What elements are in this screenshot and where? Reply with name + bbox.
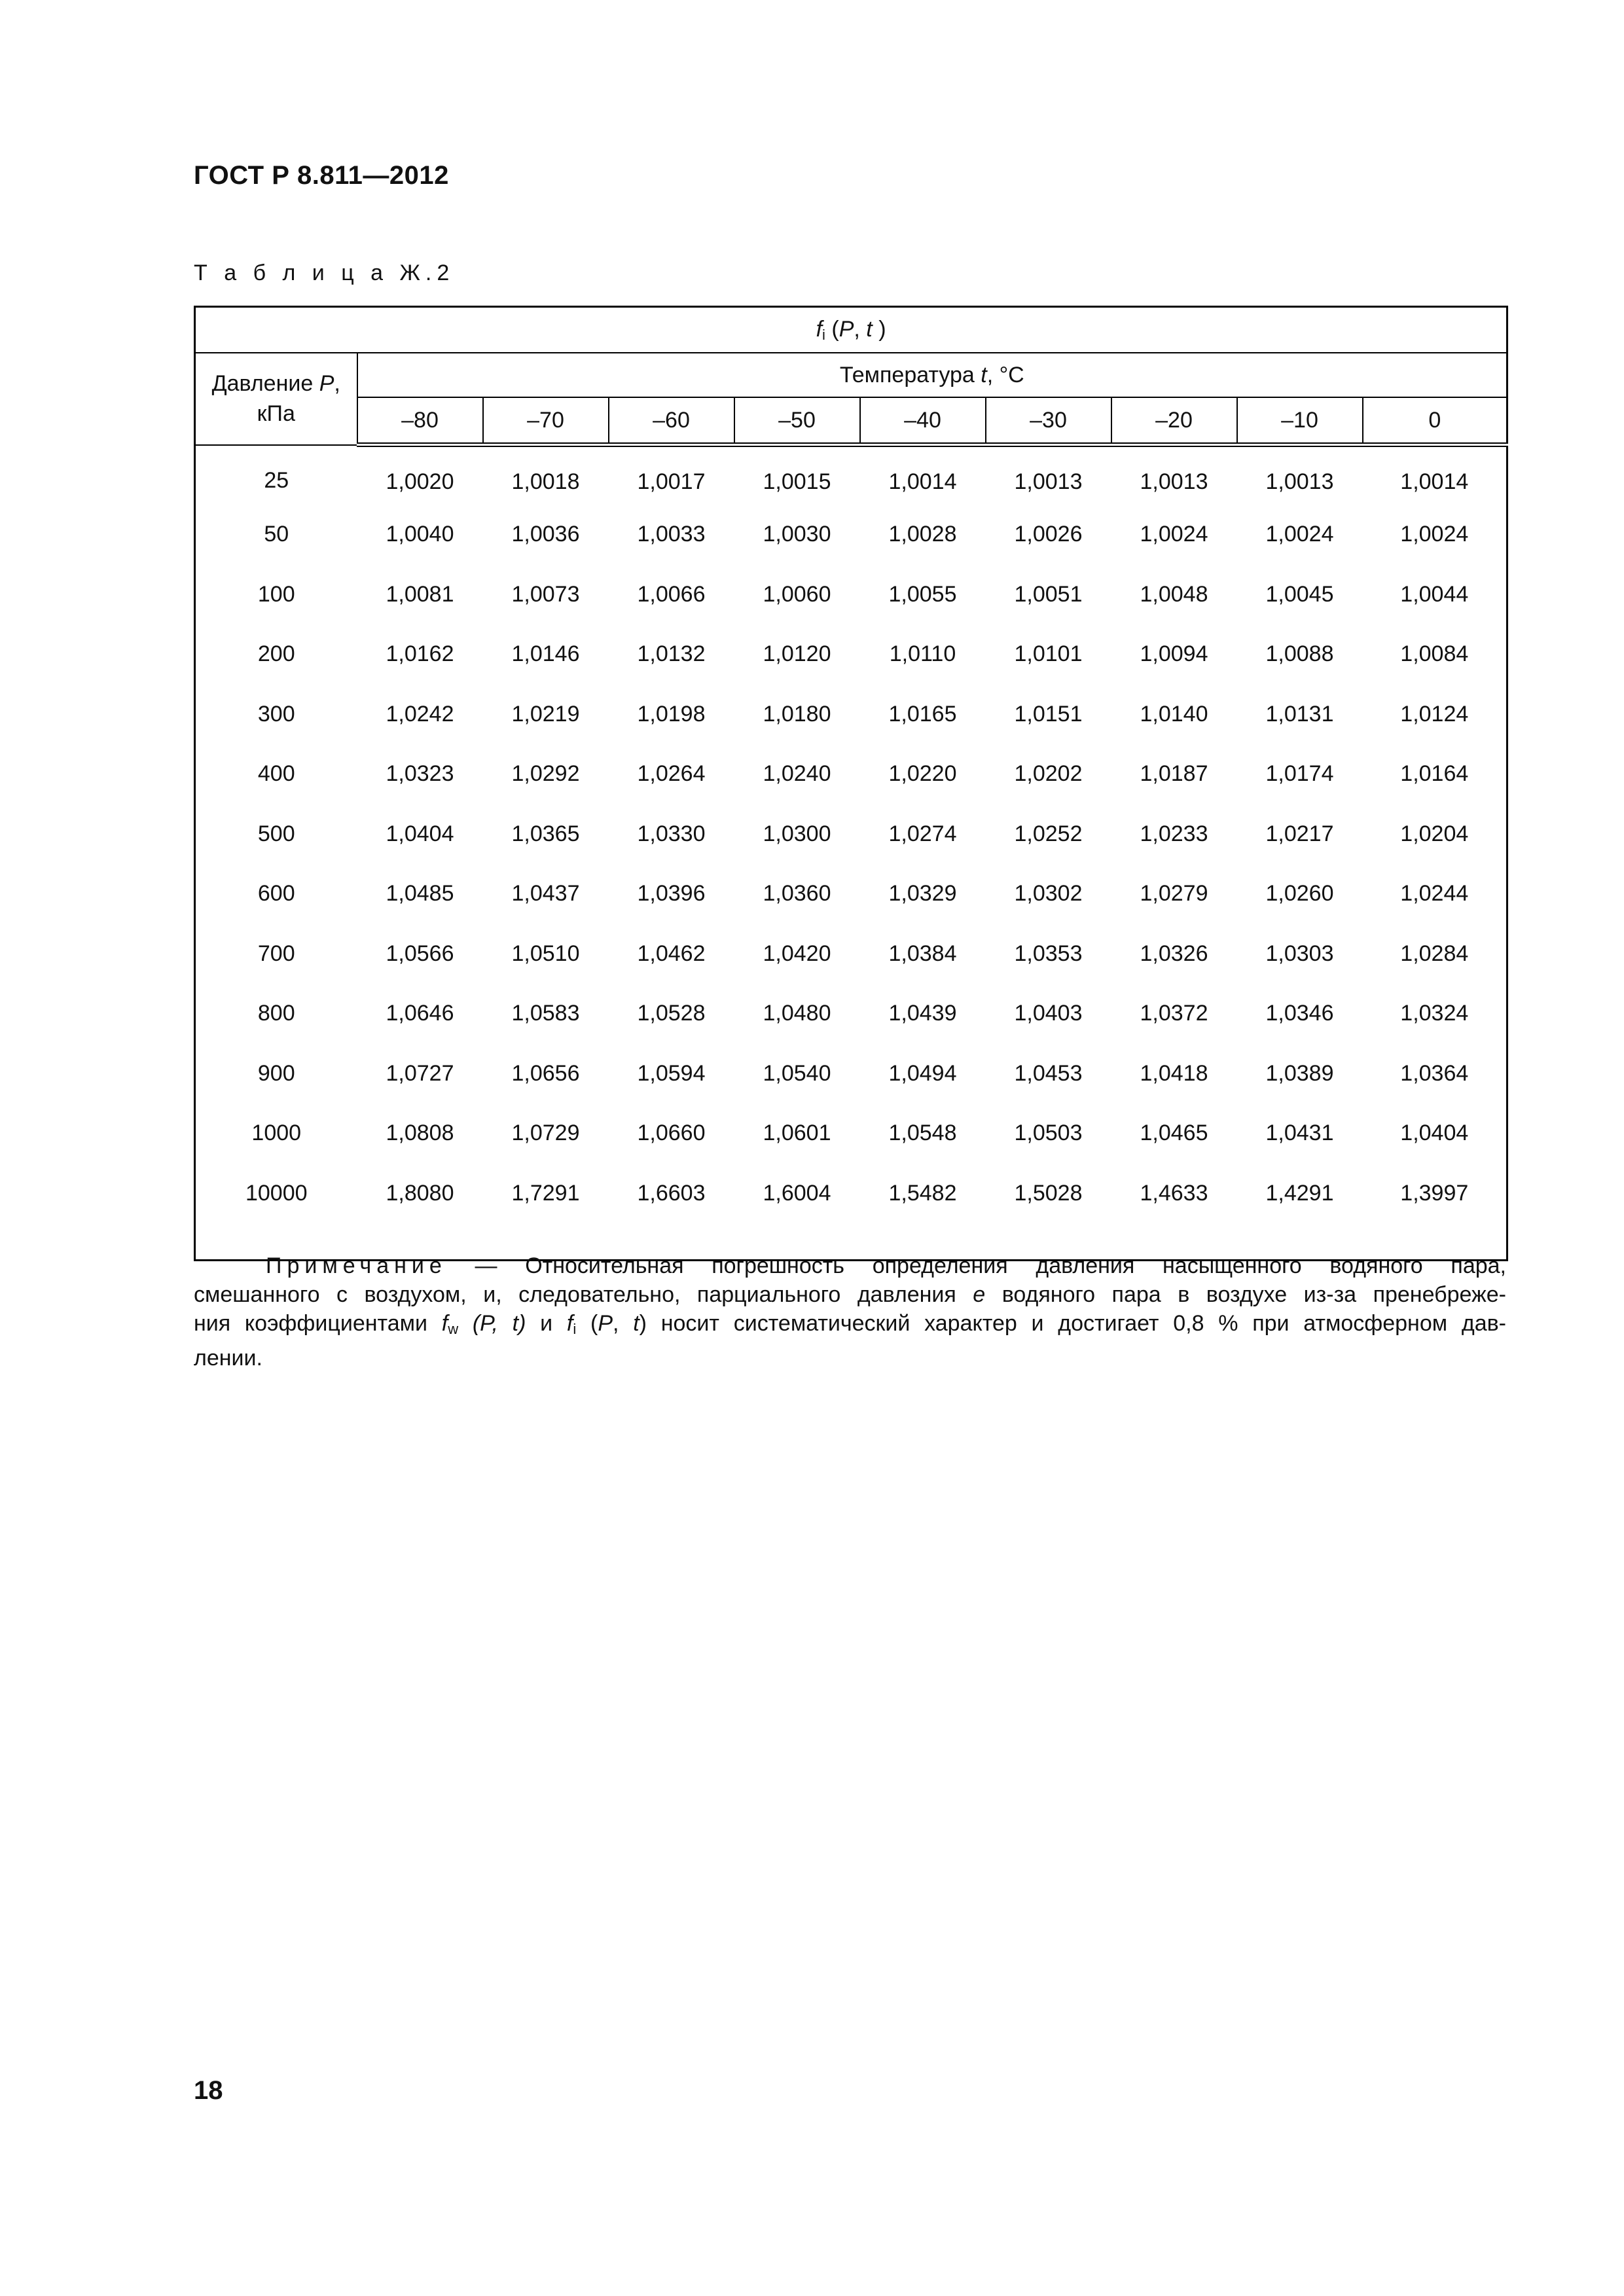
value-cell: 1,0431	[1265, 1121, 1334, 1146]
note-label: Примечание	[266, 1253, 447, 1278]
value-cell: 1,0101	[1014, 641, 1083, 667]
pressure-cell: 100	[257, 581, 295, 607]
value-cell: 1,0014	[1400, 469, 1469, 494]
function-header: $f_i$ (P, t )	[195, 307, 1507, 353]
value-cell: 1,0292	[511, 761, 580, 787]
value-cell: 1,0365	[511, 821, 580, 846]
coefficient-table	[194, 306, 1508, 1261]
value-cell: 1,0024	[1400, 522, 1469, 547]
value-cell: 1,8080	[386, 1180, 454, 1206]
value-cell: 1,0528	[637, 1001, 706, 1026]
value-cell: 1,6004	[763, 1180, 831, 1206]
value-cell: 1,0646	[386, 1001, 454, 1026]
value-cell: 1,0094	[1140, 641, 1208, 667]
table-row	[195, 624, 1507, 685]
value-cell: 1,0045	[1265, 581, 1334, 607]
value-cell: 1,0151	[1014, 701, 1083, 726]
value-cell: 1,0453	[1014, 1060, 1083, 1086]
value-cell: 1,0081	[386, 581, 454, 607]
value-cell: 1,0162	[386, 641, 454, 667]
value-cell: 1,0808	[386, 1121, 454, 1146]
value-cell: 1,0494	[888, 1060, 957, 1086]
value-cell: 1,0202	[1014, 761, 1083, 787]
value-cell: 1,0264	[637, 761, 706, 787]
value-cell: 1,0066	[637, 581, 706, 607]
value-cell: 1,0594	[637, 1060, 706, 1086]
value-cell: 1,0284	[1400, 941, 1469, 966]
pressure-cell: 700	[257, 941, 295, 966]
note-line-4: лении.	[194, 1346, 262, 1371]
value-cell: 1,7291	[511, 1180, 580, 1206]
value-cell: 1,0013	[1265, 469, 1334, 494]
value-cell: 1,0165	[888, 701, 957, 726]
table-row	[195, 445, 1507, 505]
table-row	[195, 1164, 1507, 1261]
table-row	[195, 864, 1507, 924]
value-cell: 1,0729	[511, 1121, 580, 1146]
pressure-cell: 1000	[251, 1121, 302, 1146]
value-cell: 1,0503	[1014, 1121, 1083, 1146]
value-cell: 1,4291	[1265, 1180, 1334, 1206]
value-cell: 1,0439	[888, 1001, 957, 1026]
value-cell: 1,0389	[1265, 1060, 1334, 1086]
value-cell: 1,0084	[1400, 641, 1469, 667]
temperature-header: Температура t, °С	[357, 353, 1507, 397]
table-note	[194, 1251, 1506, 1372]
pressure-cell: 50	[264, 522, 289, 547]
value-cell: 1,0217	[1265, 821, 1334, 846]
value-cell: 1,0346	[1265, 1001, 1334, 1026]
table-caption: Т а б л и ц а Ж.2	[194, 260, 455, 285]
value-cell: 1,0566	[386, 941, 454, 966]
temperature-column-header: –30	[986, 397, 1111, 445]
value-cell: 1,0204	[1400, 821, 1469, 846]
value-cell: 1,0030	[763, 522, 831, 547]
value-cell: 1,0240	[763, 761, 831, 787]
value-cell: 1,0020	[386, 469, 454, 494]
value-cell: 1,0040	[386, 522, 454, 547]
value-cell: 1,0013	[1014, 469, 1083, 494]
pressure-cell: 10000	[245, 1180, 308, 1206]
value-cell: 1,0180	[763, 701, 831, 726]
pressure-cell: 300	[257, 701, 295, 726]
value-cell: 1,0018	[511, 469, 580, 494]
value-cell: 1,0329	[888, 881, 957, 906]
value-cell: 1,0242	[386, 701, 454, 726]
value-cell: 1,0384	[888, 941, 957, 966]
value-cell: 1,3997	[1400, 1180, 1469, 1206]
value-cell: 1,0244	[1400, 881, 1469, 906]
value-cell: 1,0198	[637, 701, 706, 726]
value-cell: 1,0131	[1265, 701, 1334, 726]
temperature-column-header: –40	[860, 397, 986, 445]
value-cell: 1,0360	[763, 881, 831, 906]
value-cell: 1,0073	[511, 581, 580, 607]
value-cell: 1,0028	[888, 522, 957, 547]
value-cell: 1,0014	[888, 469, 957, 494]
value-cell: 1,0233	[1140, 821, 1208, 846]
temperature-column-header: –70	[483, 397, 609, 445]
value-cell: 1,0146	[511, 641, 580, 667]
value-cell: 1,0026	[1014, 522, 1083, 547]
pressure-cell: 200	[257, 641, 295, 667]
value-cell: 1,0024	[1140, 522, 1208, 547]
value-cell: 1,0480	[763, 1001, 831, 1026]
value-cell: 1,0017	[637, 469, 706, 494]
value-cell: 1,0187	[1140, 761, 1208, 787]
value-cell: 1,0164	[1400, 761, 1469, 787]
value-cell: 1,5028	[1014, 1180, 1083, 1206]
value-cell: 1,0583	[511, 1001, 580, 1026]
table-row	[195, 1103, 1507, 1164]
value-cell: 1,0437	[511, 881, 580, 906]
table-row	[195, 505, 1507, 565]
value-cell: 1,0396	[637, 881, 706, 906]
value-cell: 1,0110	[889, 641, 956, 667]
table-row	[195, 744, 1507, 804]
table-container	[194, 306, 1506, 1261]
value-cell: 1,0420	[763, 941, 831, 966]
temperature-column-header: –10	[1237, 397, 1363, 445]
value-cell: 1,0364	[1400, 1060, 1469, 1086]
pressure-cell: 600	[257, 881, 295, 906]
pressure-cell: 500	[257, 821, 295, 846]
value-cell: 1,0330	[637, 821, 706, 846]
value-cell: 1,0140	[1140, 701, 1208, 726]
page-number: 18	[194, 2076, 223, 2105]
value-cell: 1,0051	[1014, 581, 1083, 607]
table-row	[195, 984, 1507, 1044]
value-cell: 1,5482	[888, 1180, 957, 1206]
value-cell: 1,6603	[637, 1180, 706, 1206]
value-cell: 1,0220	[888, 761, 957, 787]
value-cell: 1,0403	[1014, 1001, 1083, 1026]
value-cell: 1,0353	[1014, 941, 1083, 966]
value-cell: 1,0132	[637, 641, 706, 667]
temperature-column-header: –50	[734, 397, 860, 445]
value-cell: 1,0372	[1140, 1001, 1208, 1026]
table-row	[195, 804, 1507, 865]
pressure-cell: 900	[257, 1060, 295, 1086]
value-cell: 1,4633	[1140, 1180, 1208, 1206]
value-cell: 1,0418	[1140, 1060, 1208, 1086]
value-cell: 1,0326	[1140, 941, 1208, 966]
value-cell: 1,0055	[888, 581, 957, 607]
note-line-1: Примечание — Относительная погрешность определения давления насыщенного водяного пара,	[266, 1253, 1506, 1278]
value-cell: 1,0044	[1400, 581, 1469, 607]
value-cell: 1,0219	[511, 701, 580, 726]
value-cell: 1,0015	[763, 469, 831, 494]
value-cell: 1,0124	[1400, 701, 1469, 726]
value-cell: 1,0274	[888, 821, 957, 846]
value-cell: 1,0404	[1400, 1121, 1469, 1146]
value-cell: 1,0174	[1265, 761, 1334, 787]
value-cell: 1,0548	[888, 1121, 957, 1146]
temperature-column-header: –80	[357, 397, 483, 445]
value-cell: 1,0656	[511, 1060, 580, 1086]
value-cell: 1,0048	[1140, 581, 1208, 607]
value-cell: 1,0300	[763, 821, 831, 846]
value-cell: 1,0465	[1140, 1121, 1208, 1146]
value-cell: 1,0279	[1140, 881, 1208, 906]
value-cell: 1,0540	[763, 1060, 831, 1086]
pressure-column-header: Давление P, кПа	[195, 353, 357, 445]
value-cell: 1,0462	[637, 941, 706, 966]
note-line-3: ния коэффициентами $f_w$ (P, t) и $f_i$ (P, t) носит систематический характер и достигает 0,8 % при атмосферном дав-	[194, 1311, 1506, 1337]
temperature-column-header: –20	[1111, 397, 1237, 445]
value-cell: 1,0324	[1400, 1001, 1469, 1026]
value-cell: 1,0252	[1014, 821, 1083, 846]
value-cell: 1,0601	[763, 1121, 831, 1146]
value-cell: 1,0088	[1265, 641, 1334, 667]
temperature-column-header: 0	[1363, 397, 1507, 445]
value-cell: 1,0727	[386, 1060, 454, 1086]
value-cell: 1,0404	[386, 821, 454, 846]
value-cell: 1,0323	[386, 761, 454, 787]
value-cell: 1,0485	[386, 881, 454, 906]
note-line-2: смешанного с воздухом, и, следовательно, парциального давления e водяного пара в воздухе из-за пренебреже-	[194, 1282, 1507, 1307]
value-cell: 1,0036	[511, 522, 580, 547]
value-cell: 1,0060	[763, 581, 831, 607]
value-cell: 1,0120	[763, 641, 831, 667]
document-header: ГОСТ Р 8.811—2012	[194, 161, 449, 190]
value-cell: 1,0660	[637, 1121, 706, 1146]
value-cell: 1,0260	[1265, 881, 1334, 906]
value-cell: 1,0510	[511, 941, 580, 966]
temperature-column-header: –60	[609, 397, 734, 445]
value-cell: 1,0024	[1265, 522, 1334, 547]
pressure-cell: 25	[264, 468, 289, 493]
value-cell: 1,0302	[1014, 881, 1083, 906]
table-row	[195, 924, 1507, 984]
pressure-cell: 400	[257, 761, 295, 787]
value-cell: 1,0013	[1140, 469, 1208, 494]
table-row	[195, 1044, 1507, 1104]
table-row	[195, 685, 1507, 745]
value-cell: 1,0303	[1265, 941, 1334, 966]
pressure-cell: 800	[257, 1001, 295, 1026]
value-cell: 1,0033	[637, 522, 706, 547]
table-row	[195, 565, 1507, 625]
